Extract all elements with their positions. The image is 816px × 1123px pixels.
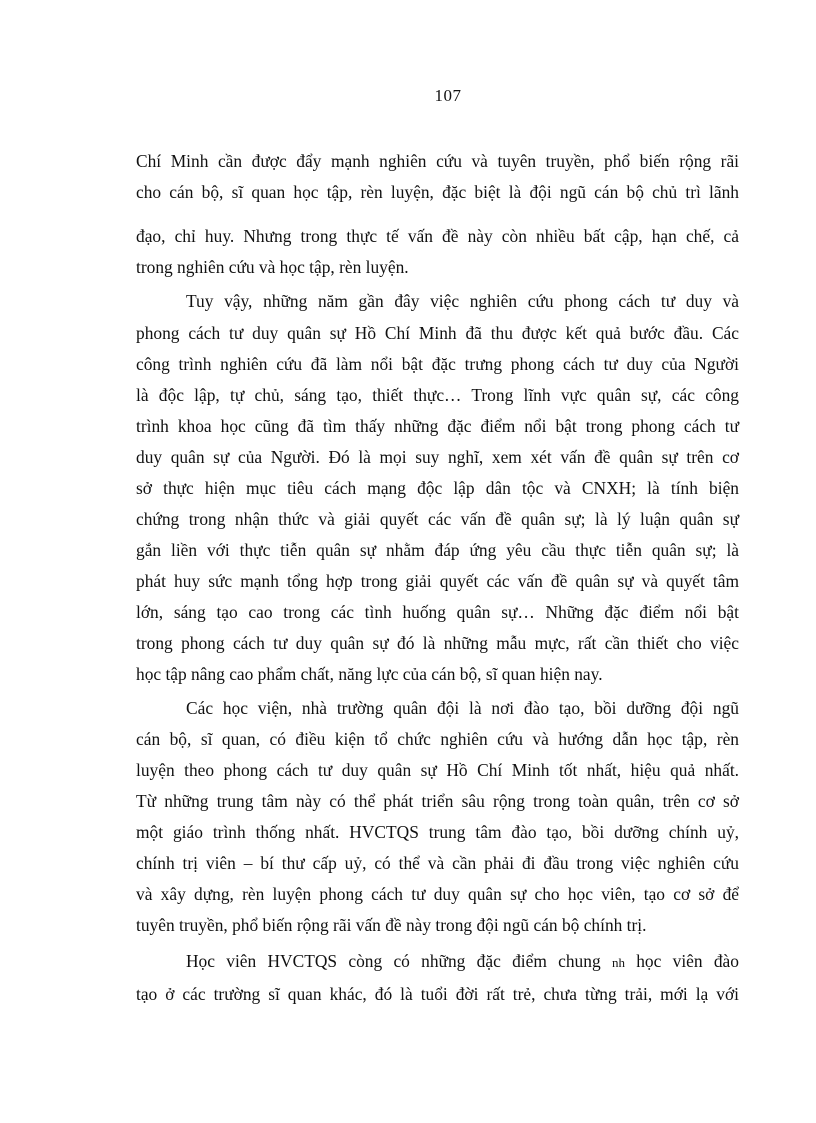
paragraph-line: gắn liền với thực tiễn quân sự nhằm đáp ứng yêu cầu thực tiễn quân sự; là (136, 540, 739, 560)
paragraph-line: tuyên truyền, phổ biến rộng rãi vấn đề này trong đội ngũ cán bộ chính trị. (136, 915, 647, 935)
paragraph-line: trong phong cách tư duy quân sự đó là những mẫu mực, rất cần thiết cho việc (136, 633, 739, 653)
paragraph-line: đạo, chỉ huy. Nhưng trong thực tế vấn đề này còn nhiều bất cập, hạn chế, cả (136, 226, 739, 246)
paragraph-line: luyện theo phong cách tư duy quân sự Hồ Chí Minh tốt nhất, hiệu quả nhất. (136, 760, 739, 780)
paragraph-line: cho cán bộ, sĩ quan học tập, rèn luyện, đặc biệt là đội ngũ cán bộ chủ trì lãnh (136, 182, 739, 202)
paragraph-line: học tập nâng cao phẩm chất, năng lực của cán bộ, sĩ quan hiện nay. (136, 664, 603, 684)
paragraph-line: Các học viện, nhà trường quân đội là nơi đào tạo, bồi dưỡng đội ngũ (186, 698, 739, 718)
paragraph-line: lớn, sáng tạo cao trong các tình huống quân sự… Những đặc điểm nổi bật (136, 602, 739, 622)
paragraph-line: công trình nghiên cứu đã làm nổi bật đặc trưng phong cách tư duy của Người (136, 354, 739, 374)
paragraph-line: Chí Minh cần được đẩy mạnh nghiên cứu và tuyên truyền, phổ biến rộng rãi (136, 151, 739, 171)
paragraph-line: sở thực hiện mục tiêu cách mạng độc lập dân tộc và CNXH; là tính biện (136, 478, 739, 498)
paragraph-line: trình khoa học cũng đã tìm thấy những đặc điểm nổi bật trong phong cách tư (136, 416, 739, 436)
paragraph-line (186, 948, 739, 974)
line-segment: nh (611, 955, 625, 970)
paragraph-line: tạo ở các trường sĩ quan khác, đó là tuổi đời rất trẻ, chưa từng trải, mới lạ với (136, 984, 739, 1004)
paragraph-line: và xây dựng, rèn luyện phong cách tư duy quân sự cho học viên, tạo cơ sở để (136, 884, 739, 904)
paragraph-line: trong nghiên cứu và học tập, rèn luyện. (136, 257, 409, 277)
line-segment: học viên đào (636, 951, 739, 971)
page-number: 107 (434, 86, 462, 105)
paragraph-line: chứng trong nhận thức và giải quyết các vấn đề quân sự; là lý luận quân sự (136, 509, 739, 529)
paragraph-line: Tuy vậy, những năm gần đây việc nghiên cứu phong cách tư duy và (186, 291, 739, 311)
paragraph-line: một giáo trình thống nhất. HVCTQS trung tâm đào tạo, bồi dưỡng chính uỷ, (136, 822, 739, 842)
line-segment: Học viên HVCTQS còng có những đặc điểm chung (186, 951, 601, 971)
paragraph-line: Từ những trung tâm này có thể phát triển sâu rộng trong toàn quân, trên cơ sở (136, 791, 739, 811)
paragraph-line: chính trị viên – bí thư cấp uỷ, có thể và cần phải đi đầu trong việc nghiên cứu (136, 853, 739, 873)
paragraph-line: là độc lập, tự chủ, sáng tạo, thiết thực… Trong lĩnh vực quân sự, các công (136, 385, 739, 405)
paragraph-line: phát huy sức mạnh tổng hợp trong giải quyết các vấn đề quân sự và quyết tâm (136, 571, 739, 591)
paragraph-line: duy quân sự của Người. Đó là mọi suy nghĩ, xem xét vấn đề quân sự trên cơ (136, 447, 739, 467)
paragraph-line: phong cách tư duy quân sự Hồ Chí Minh đã thu được kết quả bước đầu. Các (136, 323, 739, 343)
paragraph-line: cán bộ, sĩ quan, có điều kiện tổ chức nghiên cứu và hướng dẫn học tập, rèn (136, 729, 739, 749)
